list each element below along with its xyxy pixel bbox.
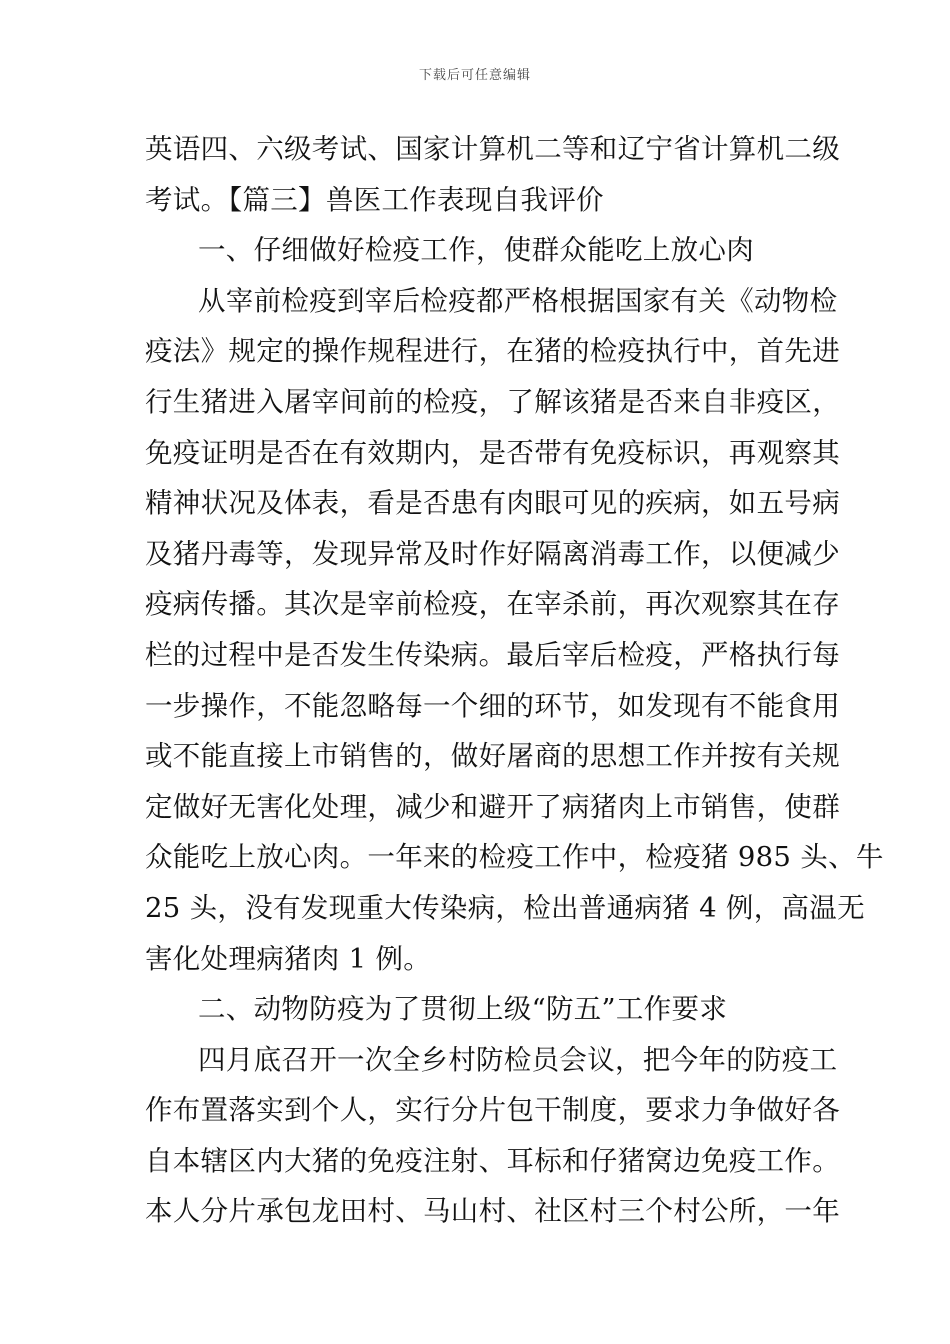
text-line: 精神状况及体表，看是否患有肉眼可见的疾病，如五号病 <box>145 487 840 520</box>
text-line: 众能吃上放心肉。一年来的检疫工作中，检疫猪 985 头、牛 <box>145 841 884 874</box>
text-line: 英语四、六级考试、国家计算机二等和辽宁省计算机二级 <box>145 133 840 165</box>
text-line: 疫病传播。其次是宰前检疫，在宰杀前，再次观察其在存 <box>145 588 840 621</box>
text-line: 及猪丹毒等，发现异常及时作好隔离消毒工作，以便减少 <box>145 537 840 570</box>
document-body <box>145 124 884 1237</box>
text-line: 一步操作，不能忽略每一个细的环节，如发现有不能食用 <box>145 689 840 722</box>
page-header: 下载后可任意编辑 <box>418 68 531 83</box>
text-line: 本人分片承包龙田村、马山村、社区村三个村公所，一年 <box>145 1195 840 1228</box>
section-heading: 一、仔细做好检疫工作，使群众能吃上放心肉 <box>198 234 754 267</box>
text-line: 从宰前检疫到宰后检疫都严格根据国家有关《动物检 <box>198 284 838 317</box>
text-line: 或不能直接上市销售的，做好屠商的思想工作并按有关规 <box>145 740 840 773</box>
text-line: 免疫证明是否在有效期内，是否带有免疫标识，再观察其 <box>145 436 840 469</box>
text-line: 定做好无害化处理，减少和避开了病猪肉上市销售，使群 <box>145 790 840 823</box>
text-line: 四月底召开一次全乡村防检员会议，把今年的防疫工 <box>198 1043 838 1076</box>
text-line: 自本辖区内大猪的免疫注射、耳标和仔猪窝边免疫工作。 <box>145 1144 840 1177</box>
text-line: 行生猪进入屠宰间前的检疫，了解该猪是否来自非疫区， <box>145 385 840 418</box>
text-line: 25 头，没有发现重大传染病，检出普通病猪 4 例，高温无 <box>145 891 865 924</box>
text-line: 害化处理病猪肉 1 例。 <box>145 942 432 975</box>
text-line: 考试。【篇三】兽医工作表现自我评价 <box>145 183 604 216</box>
text-line: 栏的过程中是否发生传染病。最后宰后检疫，严格执行每 <box>145 638 840 671</box>
text-line: 作布置落实到个人，实行分片包干制度，要求力争做好各 <box>145 1094 840 1127</box>
section-heading: 二、动物防疫为了贯彻上级“防五”工作要求 <box>198 993 728 1026</box>
text-line: 疫法》规定的操作规程进行，在猪的检疫执行中，首先进 <box>145 335 840 368</box>
